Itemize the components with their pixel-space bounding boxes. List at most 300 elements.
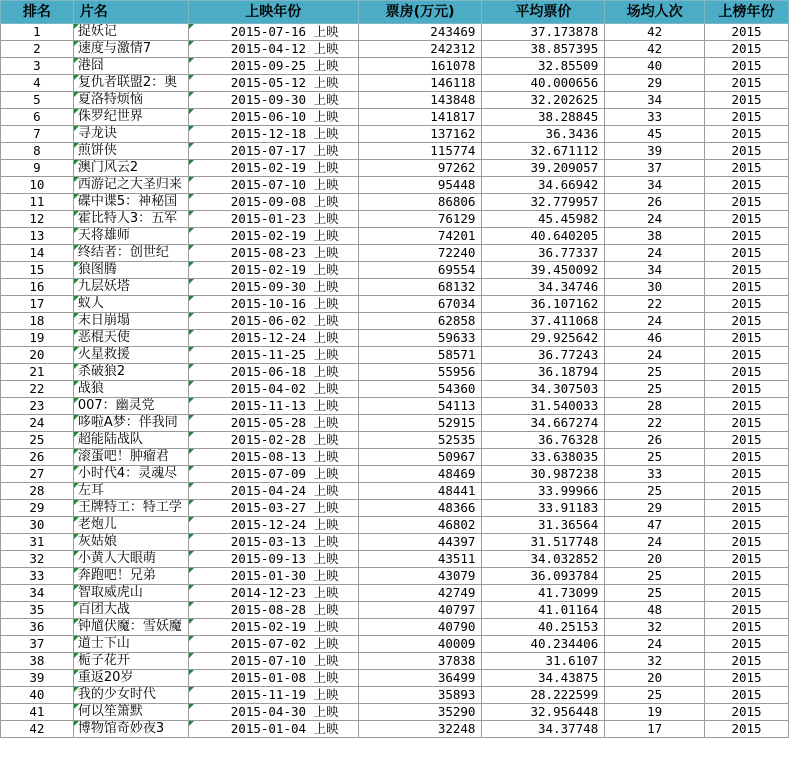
cell-avg-price[interactable]: 45.45982 bbox=[482, 211, 605, 228]
cell-chart-year[interactable]: 2015 bbox=[705, 619, 789, 636]
cell-avg-price[interactable]: 37.411068 bbox=[482, 313, 605, 330]
cell-avg-attendance[interactable]: 24 bbox=[605, 347, 705, 364]
cell-release-date[interactable]: 2015-01-23 上映 bbox=[188, 211, 358, 228]
cell-title[interactable]: 智取威虎山 bbox=[73, 585, 188, 602]
cell-chart-year[interactable]: 2015 bbox=[705, 330, 789, 347]
cell-chart-year[interactable]: 2015 bbox=[705, 517, 789, 534]
cell-title[interactable]: 007：幽灵党 bbox=[73, 398, 188, 415]
cell-avg-attendance[interactable]: 38 bbox=[605, 228, 705, 245]
cell-release-date[interactable]: 2015-06-02 上映 bbox=[188, 313, 358, 330]
cell-title[interactable]: 何以笙箫默 bbox=[73, 704, 188, 721]
cell-title[interactable]: 哆啦A梦：伴我同 bbox=[73, 415, 188, 432]
cell-rank[interactable]: 22 bbox=[1, 381, 74, 398]
cell-avg-price[interactable]: 31.517748 bbox=[482, 534, 605, 551]
cell-title[interactable]: 栀子花开 bbox=[73, 653, 188, 670]
cell-avg-attendance[interactable]: 33 bbox=[605, 466, 705, 483]
cell-release-date[interactable]: 2015-07-09 上映 bbox=[188, 466, 358, 483]
cell-chart-year[interactable]: 2015 bbox=[705, 636, 789, 653]
cell-title[interactable]: 博物馆奇妙夜3 bbox=[73, 721, 188, 738]
cell-box-office[interactable]: 37838 bbox=[358, 653, 482, 670]
cell-title[interactable]: 碟中谍5：神秘国 bbox=[73, 194, 188, 211]
cell-avg-price[interactable]: 36.76328 bbox=[482, 432, 605, 449]
cell-avg-attendance[interactable]: 19 bbox=[605, 704, 705, 721]
cell-release-date[interactable]: 2015-07-16 上映 bbox=[188, 24, 358, 41]
cell-chart-year[interactable]: 2015 bbox=[705, 109, 789, 126]
cell-box-office[interactable]: 67034 bbox=[358, 296, 482, 313]
cell-avg-attendance[interactable]: 39 bbox=[605, 143, 705, 160]
cell-avg-attendance[interactable]: 24 bbox=[605, 245, 705, 262]
cell-avg-attendance[interactable]: 34 bbox=[605, 262, 705, 279]
cell-box-office[interactable]: 137162 bbox=[358, 126, 482, 143]
cell-release-date[interactable]: 2015-06-18 上映 bbox=[188, 364, 358, 381]
cell-release-date[interactable]: 2015-02-19 上映 bbox=[188, 262, 358, 279]
cell-avg-attendance[interactable]: 42 bbox=[605, 41, 705, 58]
header-avg-price[interactable]: 平均票价 bbox=[482, 1, 605, 24]
cell-title[interactable]: 天将雄师 bbox=[73, 228, 188, 245]
cell-box-office[interactable]: 146118 bbox=[358, 75, 482, 92]
cell-avg-attendance[interactable]: 26 bbox=[605, 432, 705, 449]
cell-release-date[interactable]: 2015-12-24 上映 bbox=[188, 517, 358, 534]
cell-release-date[interactable]: 2015-07-10 上映 bbox=[188, 653, 358, 670]
cell-rank[interactable]: 28 bbox=[1, 483, 74, 500]
cell-chart-year[interactable]: 2015 bbox=[705, 602, 789, 619]
cell-release-date[interactable]: 2015-02-19 上映 bbox=[188, 228, 358, 245]
cell-release-date[interactable]: 2015-03-13 上映 bbox=[188, 534, 358, 551]
cell-rank[interactable]: 40 bbox=[1, 687, 74, 704]
cell-avg-price[interactable]: 33.99966 bbox=[482, 483, 605, 500]
cell-avg-price[interactable]: 41.73099 bbox=[482, 585, 605, 602]
cell-box-office[interactable]: 58571 bbox=[358, 347, 482, 364]
cell-avg-price[interactable]: 32.202625 bbox=[482, 92, 605, 109]
cell-chart-year[interactable]: 2015 bbox=[705, 653, 789, 670]
cell-rank[interactable]: 35 bbox=[1, 602, 74, 619]
cell-chart-year[interactable]: 2015 bbox=[705, 24, 789, 41]
cell-avg-attendance[interactable]: 24 bbox=[605, 636, 705, 653]
cell-box-office[interactable]: 54360 bbox=[358, 381, 482, 398]
cell-avg-price[interactable]: 36.107162 bbox=[482, 296, 605, 313]
cell-box-office[interactable]: 46802 bbox=[358, 517, 482, 534]
cell-chart-year[interactable]: 2015 bbox=[705, 58, 789, 75]
cell-box-office[interactable]: 243469 bbox=[358, 24, 482, 41]
cell-rank[interactable]: 15 bbox=[1, 262, 74, 279]
cell-avg-price[interactable]: 36.18794 bbox=[482, 364, 605, 381]
cell-chart-year[interactable]: 2015 bbox=[705, 245, 789, 262]
cell-title[interactable]: 港囧 bbox=[73, 58, 188, 75]
cell-title[interactable]: 复仇者联盟2：奥 bbox=[73, 75, 188, 92]
cell-avg-price[interactable]: 39.209057 bbox=[482, 160, 605, 177]
cell-rank[interactable]: 32 bbox=[1, 551, 74, 568]
cell-avg-price[interactable]: 40.640205 bbox=[482, 228, 605, 245]
cell-title[interactable]: 恶棍天使 bbox=[73, 330, 188, 347]
cell-rank[interactable]: 17 bbox=[1, 296, 74, 313]
cell-release-date[interactable]: 2015-02-19 上映 bbox=[188, 619, 358, 636]
cell-title[interactable]: 煎饼侠 bbox=[73, 143, 188, 160]
cell-rank[interactable]: 33 bbox=[1, 568, 74, 585]
cell-title[interactable]: 滚蛋吧！肿瘤君 bbox=[73, 449, 188, 466]
cell-chart-year[interactable]: 2015 bbox=[705, 211, 789, 228]
header-title[interactable]: 片名 bbox=[73, 1, 188, 24]
cell-title[interactable]: 九层妖塔 bbox=[73, 279, 188, 296]
cell-avg-attendance[interactable]: 29 bbox=[605, 75, 705, 92]
cell-avg-price[interactable]: 33.638035 bbox=[482, 449, 605, 466]
cell-chart-year[interactable]: 2015 bbox=[705, 483, 789, 500]
cell-rank[interactable]: 7 bbox=[1, 126, 74, 143]
cell-release-date[interactable]: 2015-02-28 上映 bbox=[188, 432, 358, 449]
cell-chart-year[interactable]: 2015 bbox=[705, 126, 789, 143]
cell-box-office[interactable]: 62858 bbox=[358, 313, 482, 330]
cell-chart-year[interactable]: 2015 bbox=[705, 551, 789, 568]
cell-title[interactable]: 左耳 bbox=[73, 483, 188, 500]
cell-rank[interactable]: 38 bbox=[1, 653, 74, 670]
cell-avg-price[interactable]: 41.01164 bbox=[482, 602, 605, 619]
cell-release-date[interactable]: 2014-12-23 上映 bbox=[188, 585, 358, 602]
cell-box-office[interactable]: 69554 bbox=[358, 262, 482, 279]
cell-avg-attendance[interactable]: 30 bbox=[605, 279, 705, 296]
cell-avg-price[interactable]: 34.66942 bbox=[482, 177, 605, 194]
cell-chart-year[interactable]: 2015 bbox=[705, 41, 789, 58]
cell-chart-year[interactable]: 2015 bbox=[705, 313, 789, 330]
header-release-date[interactable]: 上映年份 bbox=[188, 1, 358, 24]
cell-rank[interactable]: 29 bbox=[1, 500, 74, 517]
cell-chart-year[interactable]: 2015 bbox=[705, 75, 789, 92]
cell-chart-year[interactable]: 2015 bbox=[705, 228, 789, 245]
cell-rank[interactable]: 26 bbox=[1, 449, 74, 466]
cell-chart-year[interactable]: 2015 bbox=[705, 585, 789, 602]
cell-release-date[interactable]: 2015-10-16 上映 bbox=[188, 296, 358, 313]
cell-box-office[interactable]: 54113 bbox=[358, 398, 482, 415]
cell-chart-year[interactable]: 2015 bbox=[705, 381, 789, 398]
cell-rank[interactable]: 1 bbox=[1, 24, 74, 41]
cell-avg-price[interactable]: 34.307503 bbox=[482, 381, 605, 398]
cell-rank[interactable]: 13 bbox=[1, 228, 74, 245]
cell-chart-year[interactable]: 2015 bbox=[705, 415, 789, 432]
cell-release-date[interactable]: 2015-04-12 上映 bbox=[188, 41, 358, 58]
cell-avg-price[interactable]: 40.25153 bbox=[482, 619, 605, 636]
cell-release-date[interactable]: 2015-09-30 上映 bbox=[188, 279, 358, 296]
cell-avg-attendance[interactable]: 25 bbox=[605, 483, 705, 500]
cell-avg-price[interactable]: 39.450092 bbox=[482, 262, 605, 279]
cell-avg-attendance[interactable]: 33 bbox=[605, 109, 705, 126]
cell-avg-attendance[interactable]: 24 bbox=[605, 313, 705, 330]
cell-chart-year[interactable]: 2015 bbox=[705, 279, 789, 296]
cell-box-office[interactable]: 50967 bbox=[358, 449, 482, 466]
cell-avg-attendance[interactable]: 28 bbox=[605, 398, 705, 415]
cell-box-office[interactable]: 55956 bbox=[358, 364, 482, 381]
cell-avg-price[interactable]: 36.3436 bbox=[482, 126, 605, 143]
cell-release-date[interactable]: 2015-01-08 上映 bbox=[188, 670, 358, 687]
cell-release-date[interactable]: 2015-07-17 上映 bbox=[188, 143, 358, 160]
cell-box-office[interactable]: 143848 bbox=[358, 92, 482, 109]
cell-avg-price[interactable]: 36.77243 bbox=[482, 347, 605, 364]
cell-release-date[interactable]: 2015-09-30 上映 bbox=[188, 92, 358, 109]
cell-release-date[interactable]: 2015-11-13 上映 bbox=[188, 398, 358, 415]
cell-title[interactable]: 西游记之大圣归来 bbox=[73, 177, 188, 194]
cell-title[interactable]: 速度与激情7 bbox=[73, 41, 188, 58]
cell-avg-price[interactable]: 40.234406 bbox=[482, 636, 605, 653]
cell-chart-year[interactable]: 2015 bbox=[705, 721, 789, 738]
cell-avg-attendance[interactable]: 48 bbox=[605, 602, 705, 619]
cell-title[interactable]: 寻龙诀 bbox=[73, 126, 188, 143]
cell-release-date[interactable]: 2015-09-25 上映 bbox=[188, 58, 358, 75]
cell-title[interactable]: 霍比特人3：五军 bbox=[73, 211, 188, 228]
cell-avg-price[interactable]: 36.77337 bbox=[482, 245, 605, 262]
cell-title[interactable]: 狼图腾 bbox=[73, 262, 188, 279]
cell-avg-price[interactable]: 31.36564 bbox=[482, 517, 605, 534]
cell-rank[interactable]: 20 bbox=[1, 347, 74, 364]
cell-release-date[interactable]: 2015-02-19 上映 bbox=[188, 160, 358, 177]
cell-avg-attendance[interactable]: 25 bbox=[605, 381, 705, 398]
cell-avg-attendance[interactable]: 46 bbox=[605, 330, 705, 347]
cell-avg-attendance[interactable]: 32 bbox=[605, 619, 705, 636]
cell-avg-attendance[interactable]: 20 bbox=[605, 551, 705, 568]
cell-avg-price[interactable]: 32.779957 bbox=[482, 194, 605, 211]
cell-rank[interactable]: 19 bbox=[1, 330, 74, 347]
cell-title[interactable]: 王牌特工：特工学 bbox=[73, 500, 188, 517]
cell-title[interactable]: 夏洛特烦恼 bbox=[73, 92, 188, 109]
cell-avg-attendance[interactable]: 25 bbox=[605, 585, 705, 602]
cell-release-date[interactable]: 2015-12-18 上映 bbox=[188, 126, 358, 143]
cell-chart-year[interactable]: 2015 bbox=[705, 364, 789, 381]
cell-release-date[interactable]: 2015-01-30 上映 bbox=[188, 568, 358, 585]
cell-title[interactable]: 蚁人 bbox=[73, 296, 188, 313]
header-box-office[interactable]: 票房(万元) bbox=[358, 1, 482, 24]
cell-box-office[interactable]: 68132 bbox=[358, 279, 482, 296]
cell-box-office[interactable]: 72240 bbox=[358, 245, 482, 262]
cell-avg-attendance[interactable]: 24 bbox=[605, 534, 705, 551]
cell-box-office[interactable]: 35893 bbox=[358, 687, 482, 704]
cell-avg-attendance[interactable]: 47 bbox=[605, 517, 705, 534]
cell-box-office[interactable]: 42749 bbox=[358, 585, 482, 602]
cell-avg-attendance[interactable]: 25 bbox=[605, 568, 705, 585]
cell-release-date[interactable]: 2015-08-13 上映 bbox=[188, 449, 358, 466]
cell-avg-price[interactable]: 34.34746 bbox=[482, 279, 605, 296]
cell-avg-price[interactable]: 32.956448 bbox=[482, 704, 605, 721]
cell-box-office[interactable]: 59633 bbox=[358, 330, 482, 347]
cell-avg-price[interactable]: 32.85509 bbox=[482, 58, 605, 75]
cell-chart-year[interactable]: 2015 bbox=[705, 670, 789, 687]
cell-release-date[interactable]: 2015-03-27 上映 bbox=[188, 500, 358, 517]
cell-rank[interactable]: 31 bbox=[1, 534, 74, 551]
cell-box-office[interactable]: 36499 bbox=[358, 670, 482, 687]
cell-release-date[interactable]: 2015-08-23 上映 bbox=[188, 245, 358, 262]
cell-avg-attendance[interactable]: 22 bbox=[605, 415, 705, 432]
cell-title[interactable]: 澳门风云2 bbox=[73, 160, 188, 177]
cell-box-office[interactable]: 48469 bbox=[358, 466, 482, 483]
cell-avg-price[interactable]: 30.987238 bbox=[482, 466, 605, 483]
cell-release-date[interactable]: 2015-09-08 上映 bbox=[188, 194, 358, 211]
cell-avg-attendance[interactable]: 37 bbox=[605, 160, 705, 177]
cell-avg-attendance[interactable]: 42 bbox=[605, 24, 705, 41]
cell-avg-attendance[interactable]: 17 bbox=[605, 721, 705, 738]
cell-box-office[interactable]: 32248 bbox=[358, 721, 482, 738]
cell-rank[interactable]: 10 bbox=[1, 177, 74, 194]
cell-box-office[interactable]: 40797 bbox=[358, 602, 482, 619]
cell-rank[interactable]: 24 bbox=[1, 415, 74, 432]
cell-box-office[interactable]: 86806 bbox=[358, 194, 482, 211]
cell-box-office[interactable]: 141817 bbox=[358, 109, 482, 126]
cell-avg-attendance[interactable]: 24 bbox=[605, 211, 705, 228]
cell-rank[interactable]: 27 bbox=[1, 466, 74, 483]
cell-avg-price[interactable]: 34.032852 bbox=[482, 551, 605, 568]
cell-rank[interactable]: 41 bbox=[1, 704, 74, 721]
cell-avg-attendance[interactable]: 25 bbox=[605, 364, 705, 381]
cell-chart-year[interactable]: 2015 bbox=[705, 398, 789, 415]
cell-avg-attendance[interactable]: 32 bbox=[605, 653, 705, 670]
cell-rank[interactable]: 12 bbox=[1, 211, 74, 228]
header-rank[interactable]: 排名 bbox=[1, 1, 74, 24]
cell-title[interactable]: 小时代4：灵魂尽 bbox=[73, 466, 188, 483]
cell-avg-price[interactable]: 36.093784 bbox=[482, 568, 605, 585]
header-chart-year[interactable]: 上榜年份 bbox=[705, 1, 789, 24]
cell-avg-attendance[interactable]: 45 bbox=[605, 126, 705, 143]
cell-rank[interactable]: 39 bbox=[1, 670, 74, 687]
cell-box-office[interactable]: 40790 bbox=[358, 619, 482, 636]
cell-title[interactable]: 重返20岁 bbox=[73, 670, 188, 687]
cell-rank[interactable]: 16 bbox=[1, 279, 74, 296]
cell-chart-year[interactable]: 2015 bbox=[705, 534, 789, 551]
cell-avg-attendance[interactable]: 40 bbox=[605, 58, 705, 75]
cell-rank[interactable]: 42 bbox=[1, 721, 74, 738]
cell-rank[interactable]: 4 bbox=[1, 75, 74, 92]
cell-rank[interactable]: 18 bbox=[1, 313, 74, 330]
cell-rank[interactable]: 11 bbox=[1, 194, 74, 211]
cell-rank[interactable]: 23 bbox=[1, 398, 74, 415]
cell-chart-year[interactable]: 2015 bbox=[705, 177, 789, 194]
cell-avg-price[interactable]: 31.540033 bbox=[482, 398, 605, 415]
cell-rank[interactable]: 14 bbox=[1, 245, 74, 262]
header-avg-attendance[interactable]: 场均人次 bbox=[605, 1, 705, 24]
cell-title[interactable]: 捉妖记 bbox=[73, 24, 188, 41]
cell-chart-year[interactable]: 2015 bbox=[705, 500, 789, 517]
cell-avg-attendance[interactable]: 26 bbox=[605, 194, 705, 211]
cell-chart-year[interactable]: 2015 bbox=[705, 568, 789, 585]
cell-release-date[interactable]: 2015-01-04 上映 bbox=[188, 721, 358, 738]
cell-avg-price[interactable]: 40.000656 bbox=[482, 75, 605, 92]
cell-release-date[interactable]: 2015-11-25 上映 bbox=[188, 347, 358, 364]
cell-avg-price[interactable]: 34.667274 bbox=[482, 415, 605, 432]
cell-avg-price[interactable]: 38.28845 bbox=[482, 109, 605, 126]
cell-chart-year[interactable]: 2015 bbox=[705, 347, 789, 364]
cell-title[interactable]: 我的少女时代 bbox=[73, 687, 188, 704]
cell-release-date[interactable]: 2015-06-10 上映 bbox=[188, 109, 358, 126]
cell-avg-price[interactable]: 33.91183 bbox=[482, 500, 605, 517]
cell-release-date[interactable]: 2015-05-12 上映 bbox=[188, 75, 358, 92]
cell-chart-year[interactable]: 2015 bbox=[705, 704, 789, 721]
cell-avg-price[interactable]: 31.6107 bbox=[482, 653, 605, 670]
cell-title[interactable]: 道士下山 bbox=[73, 636, 188, 653]
cell-box-office[interactable]: 95448 bbox=[358, 177, 482, 194]
cell-box-office[interactable]: 76129 bbox=[358, 211, 482, 228]
cell-chart-year[interactable]: 2015 bbox=[705, 92, 789, 109]
cell-chart-year[interactable]: 2015 bbox=[705, 194, 789, 211]
cell-release-date[interactable]: 2015-08-28 上映 bbox=[188, 602, 358, 619]
cell-box-office[interactable]: 43079 bbox=[358, 568, 482, 585]
cell-release-date[interactable]: 2015-09-13 上映 bbox=[188, 551, 358, 568]
cell-rank[interactable]: 21 bbox=[1, 364, 74, 381]
cell-chart-year[interactable]: 2015 bbox=[705, 466, 789, 483]
cell-title[interactable]: 侏罗纪世界 bbox=[73, 109, 188, 126]
cell-box-office[interactable]: 97262 bbox=[358, 160, 482, 177]
cell-box-office[interactable]: 35290 bbox=[358, 704, 482, 721]
cell-box-office[interactable]: 48366 bbox=[358, 500, 482, 517]
cell-box-office[interactable]: 161078 bbox=[358, 58, 482, 75]
cell-box-office[interactable]: 242312 bbox=[358, 41, 482, 58]
cell-title[interactable]: 战狼 bbox=[73, 381, 188, 398]
cell-avg-attendance[interactable]: 22 bbox=[605, 296, 705, 313]
cell-chart-year[interactable]: 2015 bbox=[705, 687, 789, 704]
cell-box-office[interactable]: 43511 bbox=[358, 551, 482, 568]
cell-release-date[interactable]: 2015-04-30 上映 bbox=[188, 704, 358, 721]
cell-avg-attendance[interactable]: 25 bbox=[605, 449, 705, 466]
cell-release-date[interactable]: 2015-11-19 上映 bbox=[188, 687, 358, 704]
cell-avg-price[interactable]: 34.37748 bbox=[482, 721, 605, 738]
cell-rank[interactable]: 34 bbox=[1, 585, 74, 602]
cell-chart-year[interactable]: 2015 bbox=[705, 262, 789, 279]
cell-rank[interactable]: 25 bbox=[1, 432, 74, 449]
cell-box-office[interactable]: 74201 bbox=[358, 228, 482, 245]
cell-rank[interactable]: 6 bbox=[1, 109, 74, 126]
cell-avg-attendance[interactable]: 29 bbox=[605, 500, 705, 517]
cell-avg-price[interactable]: 38.857395 bbox=[482, 41, 605, 58]
cell-release-date[interactable]: 2015-12-24 上映 bbox=[188, 330, 358, 347]
cell-avg-price[interactable]: 32.671112 bbox=[482, 143, 605, 160]
cell-box-office[interactable]: 48441 bbox=[358, 483, 482, 500]
cell-release-date[interactable]: 2015-07-02 上映 bbox=[188, 636, 358, 653]
cell-avg-attendance[interactable]: 25 bbox=[605, 687, 705, 704]
cell-rank[interactable]: 30 bbox=[1, 517, 74, 534]
cell-avg-price[interactable]: 34.43875 bbox=[482, 670, 605, 687]
cell-title[interactable]: 火星救援 bbox=[73, 347, 188, 364]
cell-title[interactable]: 老炮儿 bbox=[73, 517, 188, 534]
cell-box-office[interactable]: 52535 bbox=[358, 432, 482, 449]
cell-avg-price[interactable]: 28.222599 bbox=[482, 687, 605, 704]
cell-title[interactable]: 灰姑娘 bbox=[73, 534, 188, 551]
cell-title[interactable]: 杀破狼2 bbox=[73, 364, 188, 381]
cell-avg-price[interactable]: 37.173878 bbox=[482, 24, 605, 41]
cell-title[interactable]: 百团大战 bbox=[73, 602, 188, 619]
cell-rank[interactable]: 2 bbox=[1, 41, 74, 58]
cell-title[interactable]: 钟馗伏魔：雪妖魔 bbox=[73, 619, 188, 636]
cell-title[interactable]: 小黄人大眼萌 bbox=[73, 551, 188, 568]
cell-rank[interactable]: 3 bbox=[1, 58, 74, 75]
cell-release-date[interactable]: 2015-07-10 上映 bbox=[188, 177, 358, 194]
cell-release-date[interactable]: 2015-04-24 上映 bbox=[188, 483, 358, 500]
cell-title[interactable]: 末日崩塌 bbox=[73, 313, 188, 330]
cell-rank[interactable]: 37 bbox=[1, 636, 74, 653]
cell-release-date[interactable]: 2015-04-02 上映 bbox=[188, 381, 358, 398]
cell-title[interactable]: 终结者：创世纪 bbox=[73, 245, 188, 262]
cell-chart-year[interactable]: 2015 bbox=[705, 143, 789, 160]
cell-rank[interactable]: 36 bbox=[1, 619, 74, 636]
cell-chart-year[interactable]: 2015 bbox=[705, 432, 789, 449]
cell-box-office[interactable]: 44397 bbox=[358, 534, 482, 551]
cell-chart-year[interactable]: 2015 bbox=[705, 296, 789, 313]
cell-release-date[interactable]: 2015-05-28 上映 bbox=[188, 415, 358, 432]
cell-chart-year[interactable]: 2015 bbox=[705, 160, 789, 177]
cell-rank[interactable]: 8 bbox=[1, 143, 74, 160]
cell-rank[interactable]: 5 bbox=[1, 92, 74, 109]
cell-avg-price[interactable]: 29.925642 bbox=[482, 330, 605, 347]
cell-avg-attendance[interactable]: 20 bbox=[605, 670, 705, 687]
cell-title[interactable]: 超能陆战队 bbox=[73, 432, 188, 449]
cell-box-office[interactable]: 52915 bbox=[358, 415, 482, 432]
cell-avg-attendance[interactable]: 34 bbox=[605, 92, 705, 109]
cell-rank[interactable]: 9 bbox=[1, 160, 74, 177]
cell-avg-attendance[interactable]: 34 bbox=[605, 177, 705, 194]
cell-box-office[interactable]: 115774 bbox=[358, 143, 482, 160]
cell-box-office[interactable]: 40009 bbox=[358, 636, 482, 653]
cell-title[interactable]: 奔跑吧！兄弟 bbox=[73, 568, 188, 585]
